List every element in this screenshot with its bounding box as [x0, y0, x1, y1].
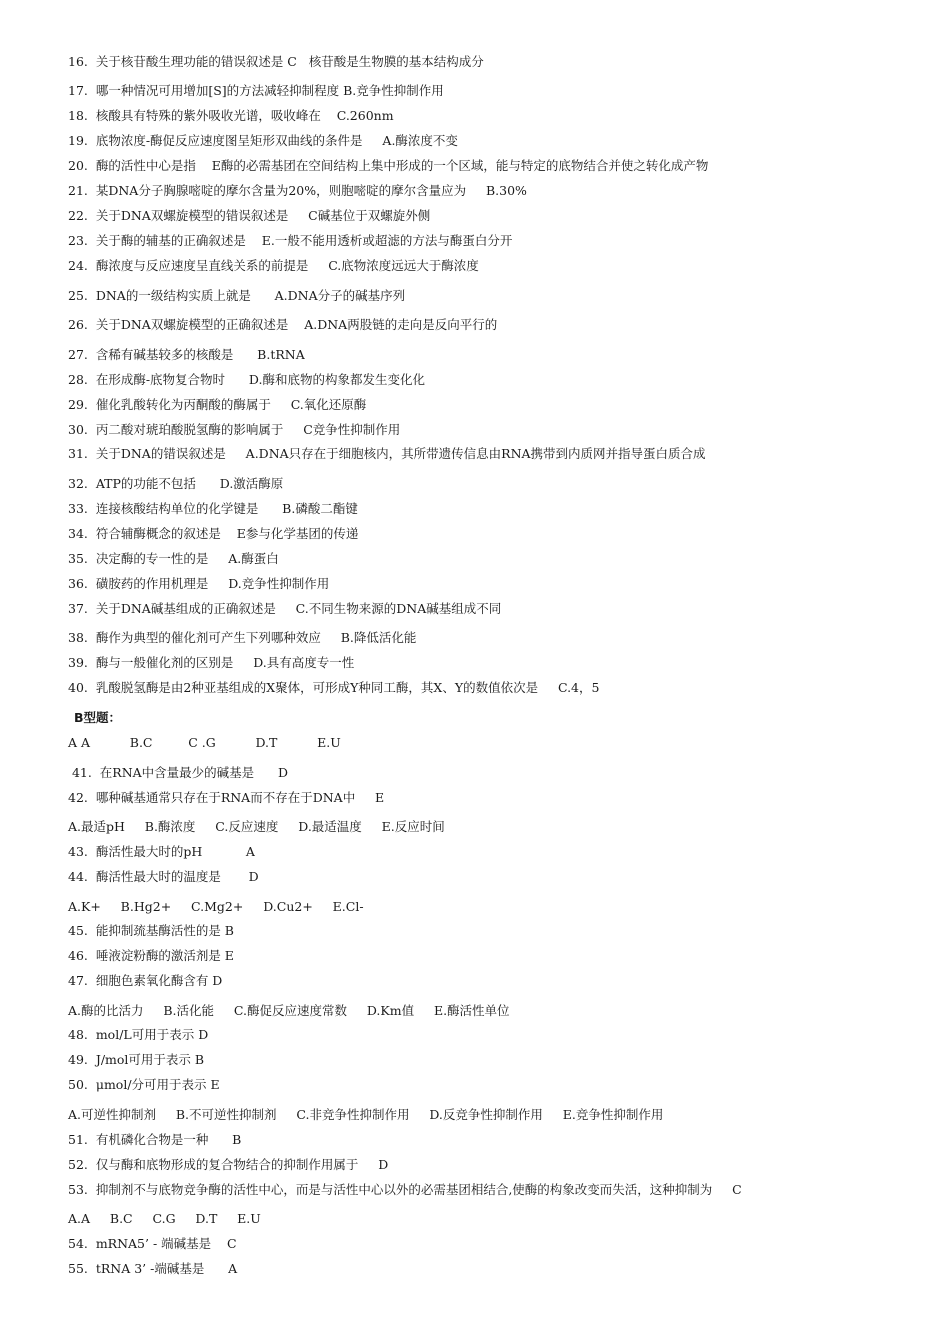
- question-25: 25. DNA的一级结构实质上就是 A.DNA分子的碱基序列: [68, 288, 406, 303]
- question-19: 19. 底物浓度-酶促反应速度图呈矩形双曲线的条件是 A.酶浓度不变: [68, 133, 458, 148]
- options-line-2: A.最适pH B.酶浓度 C.反应速度 D.最适温度 E.反应时间: [68, 819, 445, 834]
- question-36: 36. 磺胺药的作用机理是 D.竞争性抑制作用: [68, 576, 330, 591]
- question-47: 47. 细胞色素氧化酶含有 D: [68, 973, 223, 988]
- options-line-5: A.可逆性抑制剂 B.不可逆性抑制剂 C.非竞争性抑制作用 D.反竞争性抑制作用 E.竞争性抑制作用: [68, 1107, 664, 1122]
- options-line-3: A.K+ B.Hg2+ C.Mg2+ D.Cu2+ E.Cl-: [68, 899, 364, 914]
- question-50: 50. μmol/分可用于表示 E: [68, 1077, 220, 1092]
- options-line-1: A A B.C C .G D.T E.U: [68, 735, 341, 750]
- question-18: 18. 核酸具有特殊的紫外吸收光谱，吸收峰在 C.260nm: [68, 108, 394, 123]
- question-34: 34. 符合辅酶概念的叙述是 E参与化学基团的传递: [68, 526, 359, 541]
- question-23: 23. 关于酶的辅基的正确叙述是 E.一般不能用透析或超滤的方法与酶蛋白分开: [68, 233, 513, 248]
- question-41: 41. 在RNA中含量最少的碱基是 D: [68, 765, 289, 780]
- question-37: 37. 关于DNA碱基组成的正确叙述是 C.不同生物来源的DNA碱基组成不同: [68, 601, 502, 616]
- section-b-heading: B型题：: [74, 710, 122, 725]
- question-17: 17. 哪一种情况可用增加[S]的方法减轻抑制程度 B.竞争性抑制作用: [68, 83, 444, 98]
- question-33: 33. 连接核酸结构单位的化学键是 B.磷酸二酯键: [68, 501, 358, 516]
- question-48: 48. mol/L可用于表示 D: [68, 1027, 209, 1042]
- question-24: 24. 酶浓度与反应速度呈直线关系的前提是 C.底物浓度远远大于酶浓度: [68, 258, 479, 273]
- question-51: 51. 有机磷化合物是一种 B: [68, 1132, 242, 1147]
- question-53: 53. 抑制剂不与底物竞争酶的活性中心，而是与活性中心以外的必需基团相结合,使酶的构象改变而失活，这种抑制为 C: [68, 1182, 742, 1197]
- question-42: 42. 哪种碱基通常只存在于RNA而不存在于DNA中 E: [68, 790, 385, 805]
- question-44: 44. 酶活性最大时的温度是 D: [68, 869, 259, 884]
- question-40: 40. 乳酸脱氢酶是由2种亚基组成的X聚体，可形成Y种同工酶，其X、Y的数值依次是 C.4，5: [68, 680, 600, 695]
- question-28: 28. 在形成酶-底物复合物时 D.酶和底物的构象都发生变化化: [68, 372, 425, 387]
- question-27: 27. 含稀有碱基较多的核酸是 B.tRNA: [68, 347, 305, 362]
- question-30: 30. 丙二酸对琥珀酸脱氢酶的影响属于 C竞争性抑制作用: [68, 422, 401, 437]
- question-52: 52. 仅与酶和底物形成的复合物结合的抑制作用属于 D: [68, 1157, 389, 1172]
- options-line-6: A.A B.C C.G D.T E.U: [68, 1211, 261, 1226]
- options-line-4: A.酶的比活力 B.活化能 C.酶促反应速度常数 D.Km值 E.酶活性单位: [68, 1003, 510, 1018]
- question-45: 45. 能抑制巯基酶活性的是 B: [68, 923, 234, 938]
- question-35: 35. 决定酶的专一性的是 A.酶蛋白: [68, 551, 279, 566]
- question-46: 46. 唾液淀粉酶的激活剂是 E: [68, 948, 234, 963]
- question-26: 26. 关于DNA双螺旋模型的正确叙述是 A.DNA两股链的走向是反向平行的: [68, 317, 498, 332]
- question-32: 32. ATP的功能不包括 D.激活酶原: [68, 476, 284, 491]
- question-55: 55. tRNA 3’ -端碱基是 A: [68, 1261, 238, 1276]
- question-29: 29. 催化乳酸转化为丙酮酸的酶属于 C.氧化还原酶: [68, 397, 367, 412]
- question-21: 21. 某DNA分子胸腺嘧啶的摩尔含量为20%，则胞嘧啶的摩尔含量应为 B.30%: [68, 183, 527, 198]
- question-31: 31. 关于DNA的错误叙述是 A.DNA只存在于细胞核内，其所带遗传信息由RNA携带到内质网并指导蛋白质合成: [68, 446, 706, 461]
- question-38: 38. 酶作为典型的催化剂可产生下列哪种效应 B.降低活化能: [68, 630, 417, 645]
- question-43: 43. 酶活性最大时的pH A: [68, 844, 255, 859]
- question-54: 54. mRNA5’ - 端碱基是 C: [68, 1236, 237, 1251]
- question-16: 16. 关于核苷酸生理功能的错误叙述是 C 核苷酸是生物膜的基本结构成分: [68, 54, 484, 69]
- question-49: 49. J/mol可用于表示 B: [68, 1052, 205, 1067]
- question-39: 39. 酶与一般催化剂的区别是 D.具有高度专一性: [68, 655, 355, 670]
- question-20: 20. 酶的活性中心是指 E酶的必需基团在空间结构上集中形成的一个区域，能与特定的底物结合并使之转化成产物: [68, 158, 709, 173]
- question-22: 22. 关于DNA双螺旋模型的错误叙述是 C碱基位于双螺旋外侧: [68, 208, 431, 223]
